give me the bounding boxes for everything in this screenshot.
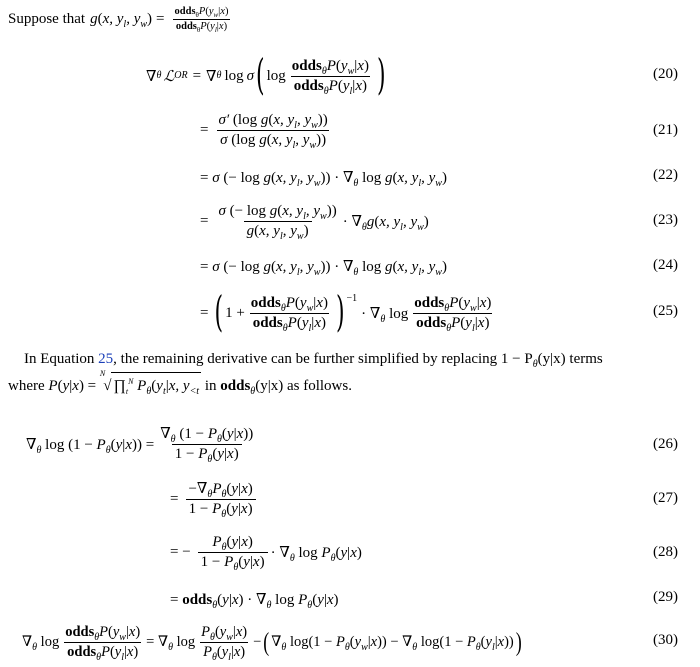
equation-number-29: (29) <box>653 589 678 605</box>
equation-21: = $\frac{\sigma' (\log g(x, y_l, y_w))}{\sigma (\log g(x, y_l, y_w))}$ <box>200 111 328 151</box>
intro-line: Suppose that g ( x, $y_l$, $y_w$ ) = $\frac{odds_\theta P(y_w|x)}{odds_\theta P(y_l|x)}$ <box>8 6 234 32</box>
equation-27: = $\frac{-\nabla_\theta P_\theta(y|x)}{1 - P_\theta(y|x)}$ <box>170 477 259 521</box>
equation-number-20: (20) <box>653 66 678 82</box>
explanatory-paragraph-line2: where P(y|x) = $^N$√ $\prod_t^N$ $P_\theta(y_t|x$, $y_{<t}$ in odds$_\theta$(y|x) as follows. <box>8 369 352 397</box>
equation-number-26: (26) <box>653 436 678 452</box>
equation-25-link[interactable]: 25 <box>98 351 114 367</box>
equation-number-30: (30) <box>653 632 678 648</box>
equation-25: = ( 1 + $\frac{odds_\theta P(y_w|x)}{odds_\theta P(y_l|x)}$ ) $^{-1}$ · $\nabla_\theta$ log $\frac{odds_\theta P(y_w|x)}{odds_\theta P(y_l|x)}$ <box>200 289 492 337</box>
equation-20: ∇ θ ℒ OR = ∇ θ log σ ( log $\frac{odds_\theta P(y_w|x)}{odds_\theta P(y_l|x)}$ ) <box>146 52 386 100</box>
equation-number-22: (22) <box>653 167 678 183</box>
equation-number-21: (21) <box>653 122 678 138</box>
equation-number-23: (23) <box>653 212 678 228</box>
equation-23: = $\frac{\sigma (- \log g(x, y_l, y_w))}{g(x, y_l, y_w)}$ · $\nabla_\theta g(x$, $y_l$, $y_w$) <box>200 202 429 242</box>
intro-prefix: Suppose that <box>8 10 86 27</box>
intro-fraction: $\frac{odds_\theta P(y_w|x)}{odds_\theta P(y_l|x)}$ <box>174 6 229 34</box>
equation-26: $\nabla_\theta$ $\log (1 - P_\theta(y|x))$ = $\frac{\nabla_\theta (1 - P_\theta(y|x))}{1 - P_\theta(y|x)}$ <box>26 425 254 465</box>
equation-number-24: (24) <box>653 257 678 273</box>
equation-number-27: (27) <box>653 490 678 506</box>
equation-number-28: (28) <box>653 544 678 560</box>
equation-29: = odds$_\theta$(y|x) · $\nabla_\theta$ $\log P_\theta(y|x)$ <box>170 591 339 611</box>
equation-number-25: (25) <box>653 303 678 319</box>
equation-30: $\nabla_\theta$ log $\frac{odds_\theta P(y_w|x)}{odds_\theta P(y_l|x)}$ = $\nabla_\theta$ log $\frac{P_\theta(y_w|x)}{P_\theta(y_l|x)}$ − ( $\nabla_\theta$ $\log(1 - P_\theta(y_w|x)) - \nabla_\theta$ $\log(1 - P_\theta(y_l|x))$ ) <box>22 624 522 663</box>
explanatory-paragraph: In Equation 25, the remaining derivative can be further simplified by replacing $1 - P_\theta(y|x)$ terms <box>24 351 603 370</box>
equation-24: = σ (− log g(x, $y_l$, $y_w)) \cdot \nabla_\theta$ log g(x, $y_l$, $y_w$) <box>200 258 447 278</box>
equation-28: = − $\frac{P_\theta(y|x)}{1 - P_\theta(y|x)}$ · $\nabla_\theta$ $\log P_\theta(y|x)$ <box>170 533 362 573</box>
intro-g: g <box>90 10 98 27</box>
equation-22: = σ (− log g(x, $y_l$, $y_w)) \cdot \nabla_\theta$ log g(x, $y_l$, $y_w$) <box>200 169 447 189</box>
